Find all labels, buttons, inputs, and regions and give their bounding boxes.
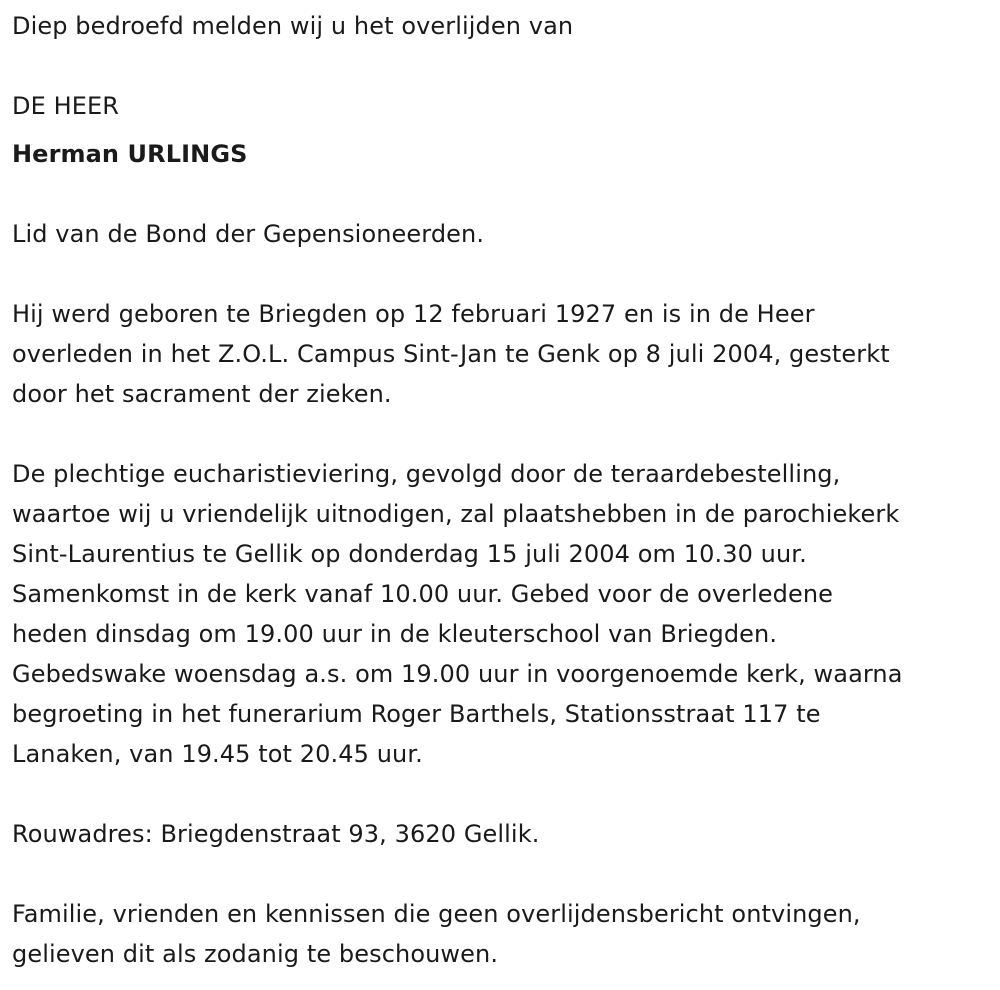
mourning-address: Rouwadres: Briegdenstraat 93, 3620 Gellik. [12,820,540,848]
deceased-name: Herman URLINGS [12,140,248,168]
spacer [12,126,992,134]
closing-paragraph: Familie, vrienden en kennissen die geen overlijdensbericht ontvingen, gelieven dit als zodanig te beschouwen. [12,900,861,968]
ceremony-paragraph: De plechtige eucharistieviering, gevolgd door de teraardebestelling, waartoe wij u vriendelijk uitnodigen, zal plaatshebben in de parochiekerk Sint-Laurentius te Gellik op donderdag 15 juli 2004 om 10.30 uur. Samenkomst in de kerk vanaf 10.00 uur. Gebed voor de overledene heden dinsdag om 19.00 uur in de kleuterschool van Briegden. Gebedswake woensdag a.s. om 19.00 uur in voorgenoemde kerk, waarna begroeting in het funerarium Roger Barthels, Stationsstraat 117 te Lanaken, van 19.45 tot 20.45 uur. [12,460,903,768]
intro-text: Diep bedroefd melden wij u het overlijden van [12,12,574,40]
spacer [12,854,992,894]
spacer [12,174,992,214]
spacer [12,254,992,294]
membership-text: Lid van de Bond der Gepensioneerden. [12,220,485,248]
obituary-notice [12,6,992,974]
spacer [12,46,992,86]
spacer [12,414,992,454]
spacer [12,774,992,814]
honorific-title: DE HEER [12,92,120,120]
birth-death-paragraph: Hij werd geboren te Briegden op 12 februari 1927 en is in de Heer overleden in het Z.O.L. Campus Sint-Jan te Genk op 8 juli 2004, gesterkt door het sacrament der zieken. [12,300,890,408]
